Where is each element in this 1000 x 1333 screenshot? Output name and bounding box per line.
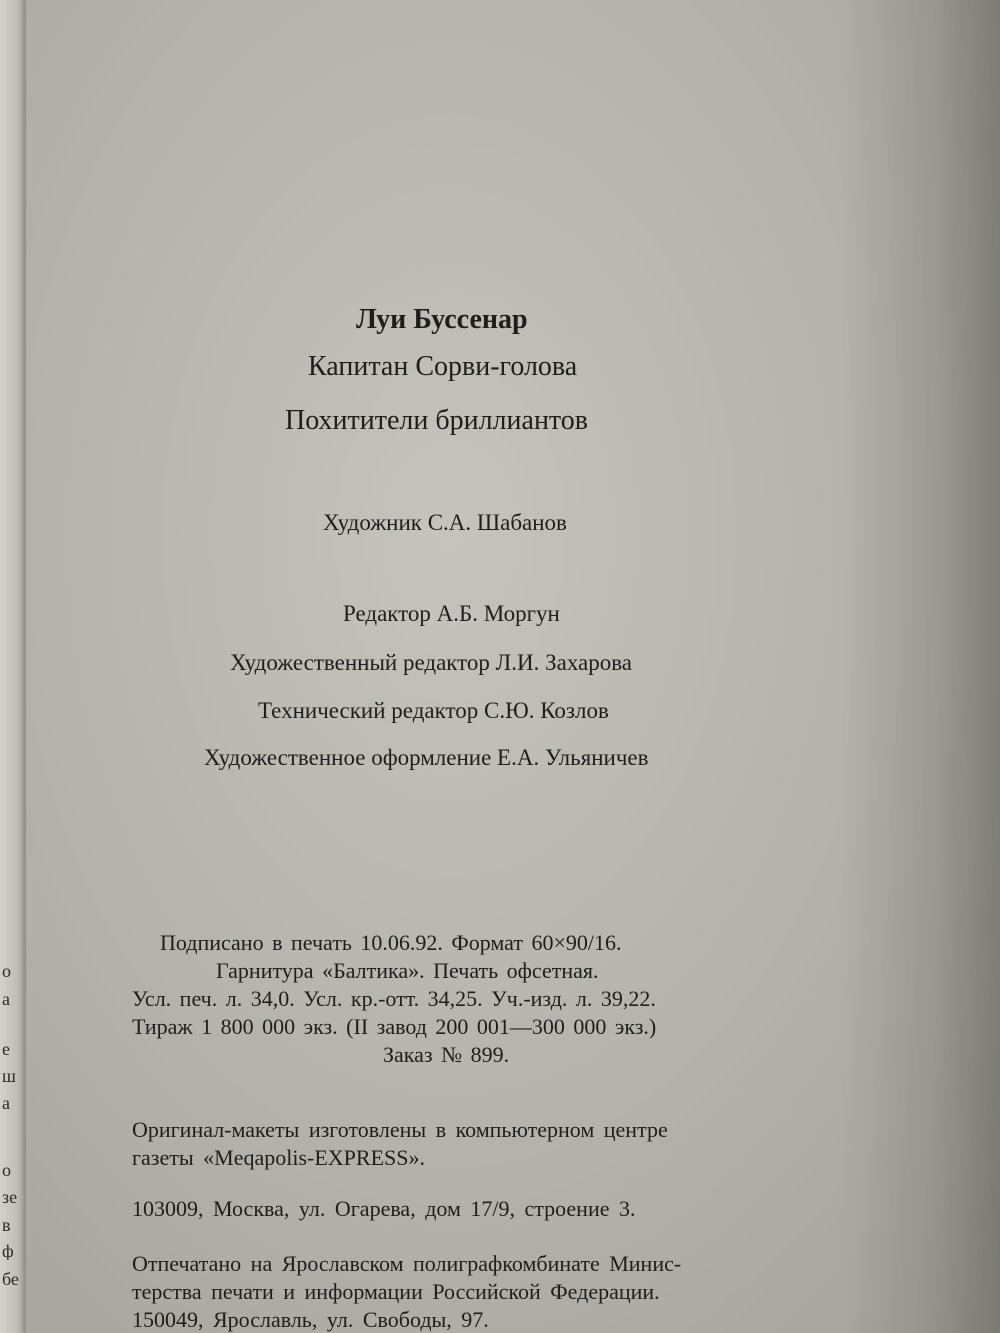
- margin-fragment: о: [2, 1161, 11, 1179]
- origination-line: Оригинал-макеты изготовлены в компьютерном центре: [132, 1117, 668, 1142]
- printer-line: Отпечатано на Ярославском полиграфкомбинате Минис-: [132, 1251, 682, 1276]
- credit-editor: Редактор А.Б. Моргун: [343, 601, 560, 626]
- imprint-line: Гарнитура «Балтика». Печать офсетная.: [216, 958, 599, 983]
- margin-fragment: зе: [2, 1188, 18, 1206]
- book-title-1: Капитан Сорви-голова: [308, 351, 578, 382]
- printer-line: терства печати и информации Российской Федерации.: [132, 1279, 660, 1304]
- imprint-line: Усл. печ. л. 34,0. Усл. кр.-отт. 34,25. Уч.-изд. л. 39,22.: [132, 986, 656, 1011]
- artist-credit: Художник С.А. Шабанов: [323, 510, 567, 535]
- margin-fragment: ш: [2, 1067, 16, 1085]
- imprint-line: Заказ № 899.: [383, 1042, 510, 1067]
- margin-fragment: о: [2, 962, 11, 980]
- margin-fragment: бе: [2, 1270, 19, 1288]
- origination-line: газеты «Meqapolis-EXPRESS».: [132, 1145, 425, 1170]
- printer-line: 150049, Ярославль, ул. Свободы, 97.: [132, 1307, 489, 1332]
- address-line: 103009, Москва, ул. Огарева, дом 17/9, строение 3.: [132, 1196, 636, 1221]
- credit-art-editor: Художественный редактор Л.И. Захарова: [230, 650, 633, 675]
- book-title-2: Похитители бриллиантов: [285, 405, 589, 436]
- margin-fragment: а: [2, 990, 10, 1008]
- imprint-line: Подписано в печать 10.06.92. Формат 60×90/16.: [160, 930, 622, 955]
- margin-fragment: в: [2, 1216, 11, 1234]
- show-through-shadow: [229, 150, 245, 197]
- credit-technical-editor: Технический редактор С.Ю. Козлов: [258, 698, 609, 723]
- credit-design: Художественное оформление Е.А. Ульяничев: [204, 745, 649, 770]
- margin-fragment: ф: [2, 1242, 14, 1260]
- adjacent-page-edge: [0, 0, 26, 1333]
- margin-fragment: е: [2, 1040, 10, 1058]
- imprint-line: Тираж 1 800 000 экз. (II завод 200 001—300 000 экз.): [132, 1014, 657, 1039]
- book-author: Луи Буссенар: [356, 304, 528, 335]
- margin-fragment: а: [2, 1094, 10, 1112]
- page-curve-shadow: [840, 0, 1000, 1333]
